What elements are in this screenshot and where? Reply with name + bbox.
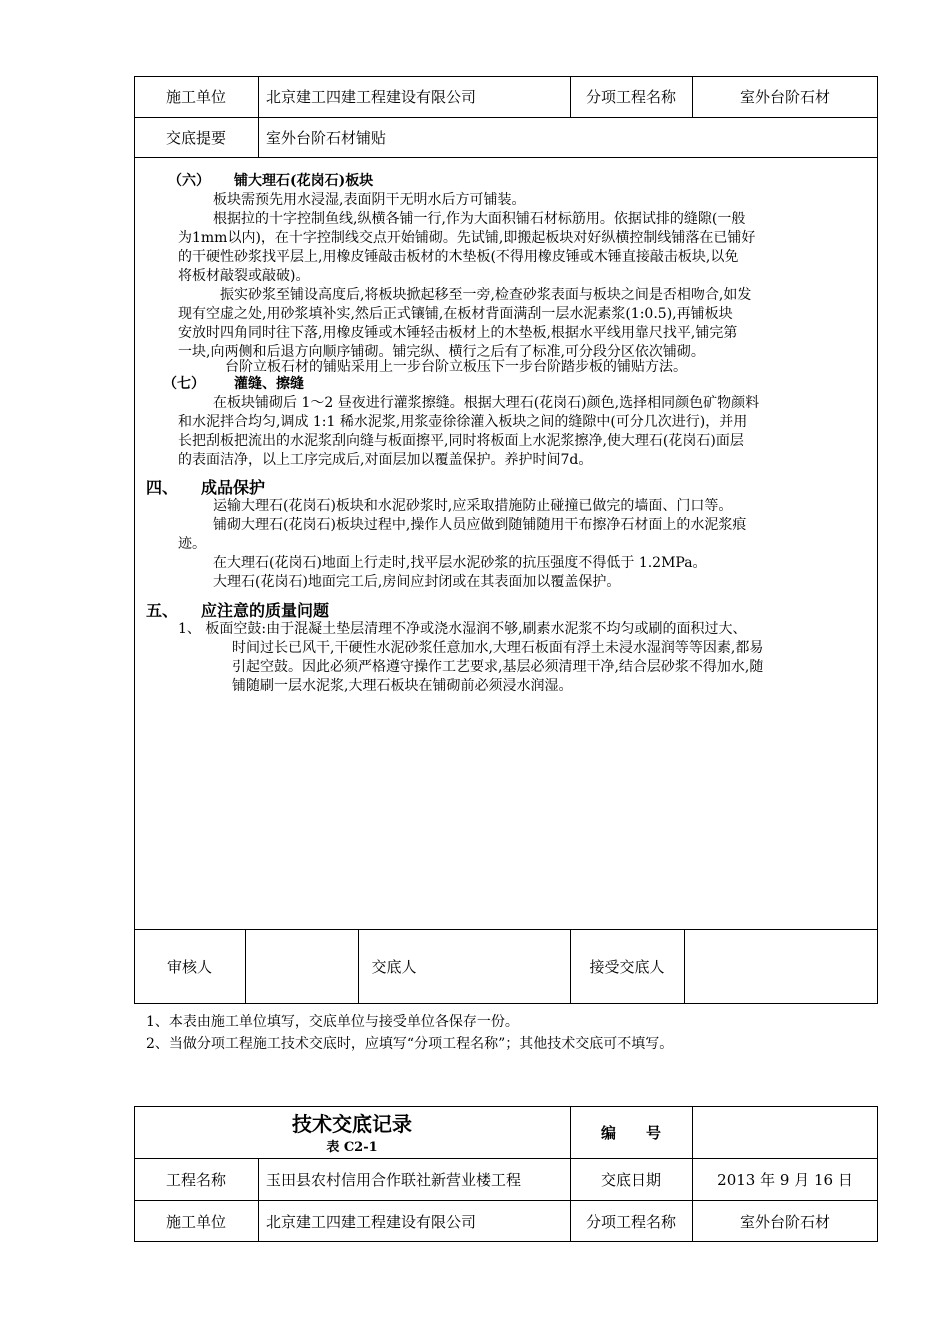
section-6-title: 铺大理石(花岗石)板块 bbox=[234, 173, 374, 189]
paragraph-line: 现有空虚之处,用砂浆填补实,然后正式镶铺,在板材背面满刮一层水泥素浆(1:0.5),再铺板块 bbox=[178, 306, 733, 322]
value-construction-unit-2: 北京建工四建工程建设有限公司 bbox=[266, 1212, 477, 1231]
label-construction-unit: 施工单位 bbox=[165, 88, 226, 106]
value-disclosure-date: 2013 年 9 月 16 日 bbox=[717, 1170, 853, 1189]
paragraph-line: 一块,向两侧和后退方向顺序铺砌。铺完纵、横行之后有了标准,可分段分区依次铺砌。 bbox=[178, 344, 705, 360]
paragraph-line: 为1mm以内)，在十字控制线交点开始铺砌。先试铺,即搬起板块对好纵横控制线铺落在已铺好 bbox=[178, 230, 756, 246]
label-discloser: 交底人 bbox=[371, 958, 417, 976]
row-divider bbox=[134, 157, 878, 158]
section-4-title: 成品保护 bbox=[201, 478, 266, 497]
footnote-2: 2、当做分项工程施工技术交底时，应填写“分项工程名称”；其他技术交底可不填写。 bbox=[146, 1036, 674, 1052]
paragraph-line: 铺随刷一层水泥浆,大理石板块在铺砌前必须浸水润湿。 bbox=[232, 678, 573, 694]
paragraph-line: 的干硬性砂浆找平层上,用橡皮锤敲击板材的木垫板(不得用橡皮锤或木锤直接敲击板块,以免 bbox=[178, 249, 739, 265]
value-subproject-name-2: 室外台阶石材 bbox=[739, 1212, 830, 1231]
paragraph-line: 板块需预先用水浸湿,表面阴干无明水后方可铺装。 bbox=[213, 192, 526, 208]
paragraph-line: 振实砂浆至铺设高度后,将板块掀起移至一旁,检查砂浆表面与板块之间是否相吻合,如发 bbox=[220, 287, 752, 303]
paragraph-line: 铺砌大理石(花岗石)板块过程中,操作人员应做到随铺随用干布擦净石材面上的水泥浆痕 bbox=[213, 517, 747, 533]
paragraph-line: 根据拉的十字控制鱼线,纵横各铺一行,作为大面积铺石材标筋用。依据试排的缝隙(一般 bbox=[213, 211, 746, 227]
paragraph-line: 引起空鼓。因此必须严格遵守操作工艺要求,基层必须清理干净,结合层砂浆不得加水,随 bbox=[232, 659, 764, 675]
section-7-title: 灌缝、擦缝 bbox=[234, 376, 304, 392]
signature-field-receiver[interactable] bbox=[684, 929, 878, 1004]
form-title bbox=[134, 1106, 570, 1158]
paragraph-line: 时间过长已风干,干硬性水泥砂浆任意加水,大理石板面有浮土未浸水湿润等等因素,都易 bbox=[232, 640, 764, 656]
paragraph-line: 安放时四角同时往下落,用橡皮锤或木锤轻击板材上的木垫板,根据水平线用靠尺找平,铺完第 bbox=[178, 325, 738, 341]
paragraph-line: 将板材敲裂或敲破)。 bbox=[178, 268, 310, 284]
section-5-number: 五、 bbox=[146, 601, 179, 620]
value-project-name: 玉田县农村信用合作联社新营业楼工程 bbox=[266, 1170, 522, 1189]
paragraph-line: 迹。 bbox=[178, 536, 206, 552]
section-7-number: （七） bbox=[163, 376, 205, 392]
label-receiver: 接受交底人 bbox=[589, 958, 665, 976]
label-summary: 交底提要 bbox=[165, 128, 226, 147]
label-reviewer: 审核人 bbox=[166, 958, 212, 976]
section-5-title: 应注意的质量问题 bbox=[201, 601, 330, 620]
label-project-name: 工程名称 bbox=[165, 1170, 226, 1189]
value-number[interactable] bbox=[692, 1106, 878, 1158]
paragraph-line: 台阶立板石材的铺贴采用上一步台阶立板压下一步台阶踏步板的铺贴方法。 bbox=[225, 359, 687, 375]
label-subproject-name-2: 分项工程名称 bbox=[585, 1212, 676, 1231]
paragraph-line: 和水泥拌合均匀,调成 1:1 稀水泥浆,用浆壶徐徐灌入板块之间的缝隙中(可分几次进行)，并用 bbox=[178, 414, 748, 430]
label-subproject-name: 分项工程名称 bbox=[585, 88, 676, 106]
value-subproject-name: 室外台阶石材 bbox=[739, 88, 830, 106]
paragraph-line: 在大理石(花岗石)地面上行走时,找平层水泥砂浆的抗压强度不得低于 1.2MPa。 bbox=[213, 555, 707, 571]
form-title-text: 技术交底记录 bbox=[292, 1112, 412, 1136]
footnote-1: 1、本表由施工单位填写，交底单位与接受单位各保存一份。 bbox=[146, 1014, 519, 1030]
label-disclosure-date: 交底日期 bbox=[600, 1170, 661, 1189]
paragraph-line: 在板块铺砌后 1～2 昼夜进行灌浆擦缝。根据大理石(花岗石)颜色,选择相同颜色矿物颜料 bbox=[213, 395, 760, 411]
signature-field-discloser[interactable] bbox=[430, 929, 570, 1004]
label-number: 编 号 bbox=[600, 1123, 661, 1142]
paragraph-line: 运输大理石(花岗石)板块和水泥砂浆时,应采取措施防止碰撞已做完的墙面、门口等。 bbox=[213, 498, 733, 514]
paragraph-line: 大理石(花岗石)地面完工后,房间应封闭或在其表面加以覆盖保护。 bbox=[213, 574, 621, 590]
label-construction-unit-2: 施工单位 bbox=[165, 1212, 226, 1231]
form-number-code: 表 C2-1 bbox=[326, 1140, 378, 1155]
paragraph-line: 长把刮板把流出的水泥浆刮向缝与板面擦平,同时将板面上水泥浆擦净,使大理石(花岗石)面层 bbox=[178, 433, 744, 449]
paragraph-line: 的表面洁净，以上工序完成后,对面层加以覆盖保护。养护时间7d。 bbox=[178, 452, 593, 468]
signature-field-reviewer[interactable] bbox=[245, 929, 358, 1004]
paragraph-line: 1、 板面空鼓:由于混凝土垫层清理不净或浇水湿润不够,刷素水泥浆不均匀或刷的面积过大、 bbox=[178, 621, 747, 637]
section-4-number: 四、 bbox=[146, 478, 179, 497]
value-construction-unit: 北京建工四建工程建设有限公司 bbox=[266, 88, 477, 106]
value-summary: 室外台阶石材铺贴 bbox=[266, 128, 387, 147]
section-6-number: （六） bbox=[168, 173, 210, 189]
